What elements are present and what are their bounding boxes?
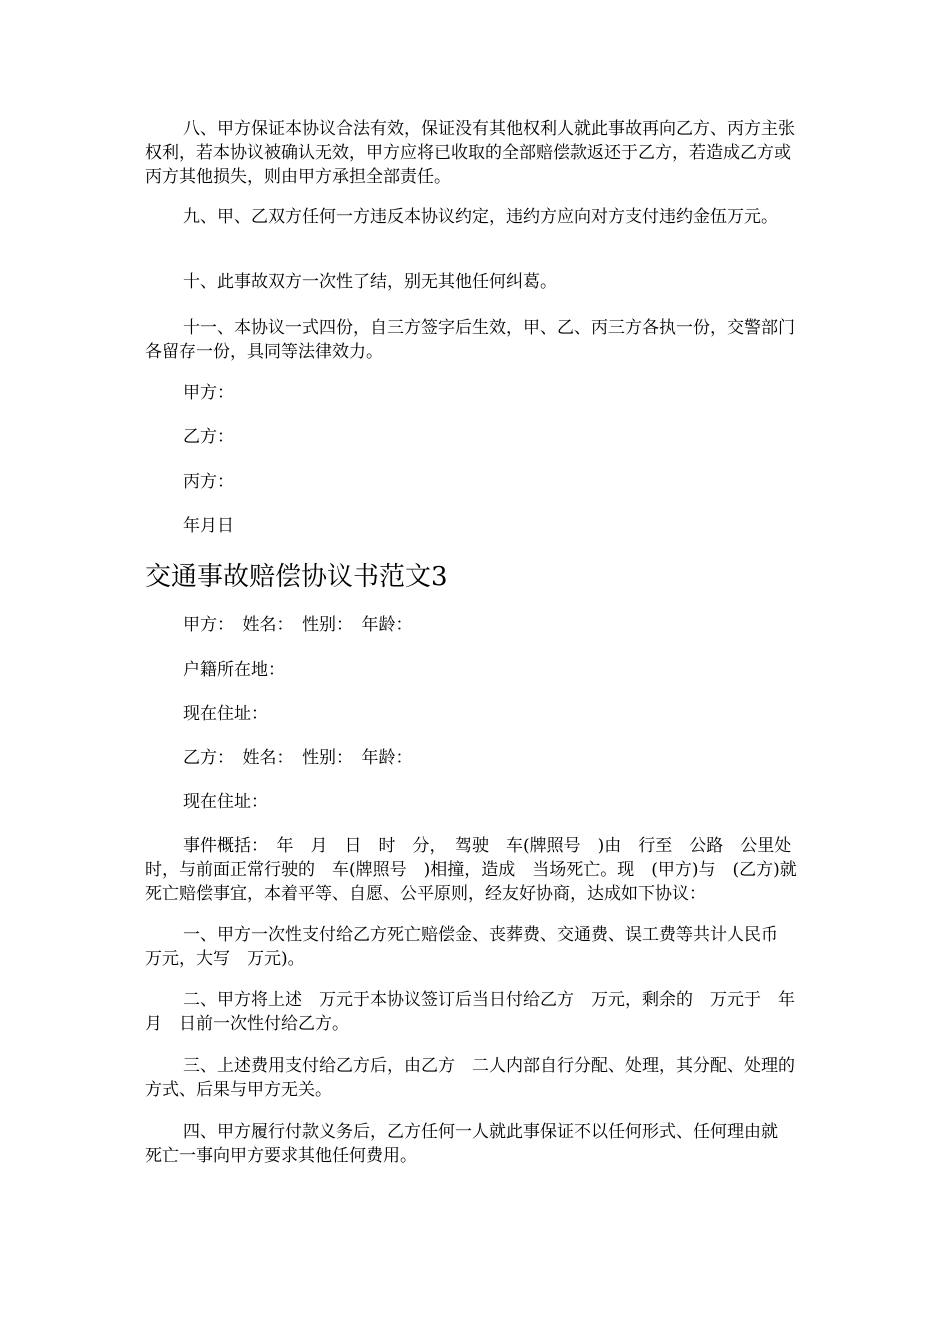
signature-party-c: 丙方： [183,472,234,492]
clause-10: 十、此事故双方一次性了结，别无其他任何纠葛。 [183,272,557,292]
signature-date: 年月日 [183,516,234,536]
party-a-address: 现在住址： [183,704,268,724]
household-registration: 户籍所在地： [183,660,285,680]
clause-8: 八、甲方保证本协议合法有效，保证没有其他权利人就此事故再向乙方、丙方主张权利，若本协议被确认无效，甲方应将已收取的全部赔偿款返还于乙方，若造成乙方或丙方其他损失，则由甲方承担全部责任。 [145,119,795,187]
clause-11: 十一、本协议一式四份，自三方签字后生效，甲、乙、丙三方各执一份，交警部门各留存一份，具同等法律效力。 [145,318,795,362]
party-a-info: 甲方： 姓名： 性别： 年龄： [183,615,413,635]
signature-party-b: 乙方： [183,427,234,447]
clause-2: 二、甲方将上述 万元于本协议签订后当日付给乙方 万元，剩余的 万元于 年 月 日前一次性付给乙方。 [145,990,812,1034]
party-b-info: 乙方： 姓名： 性别： 年龄： [183,748,413,768]
clause-3: 三、上述费用支付给乙方后，由乙方 二人内部自行分配、处理，其分配、处理的方式、后果与甲方无关。 [145,1056,795,1100]
section-title: 交通事故赔偿协议书范文3 [145,562,448,592]
clause-1: 一、甲方一次性支付给乙方死亡赔偿金、丧葬费、交通费、误工费等共计人民币 万元，大写 万元)。 [145,925,795,969]
incident-summary: 事件概括： 年 月 日 时 分， 驾驶 车(牌照号 )由 行至 公路 公里处时，与前面正常行驶的 车(牌照号 )相撞，造成 当场死亡。现 (甲方)与 (乙方)就死亡赔偿事宜，本着平等、自愿、公平原则，经友好协商，达成如下协议： [145,836,797,904]
party-b-address: 现在住址： [183,792,268,812]
clause-4: 四、甲方履行付款义务后，乙方任何一人就此事保证不以任何形式、任何理由就 死亡一事向甲方要求其他任何费用。 [145,1122,795,1166]
clause-9: 九、甲、乙双方任何一方违反本协议约定，违约方应向对方支付违约金伍万元。 [183,207,778,227]
signature-party-a: 甲方： [183,383,234,403]
